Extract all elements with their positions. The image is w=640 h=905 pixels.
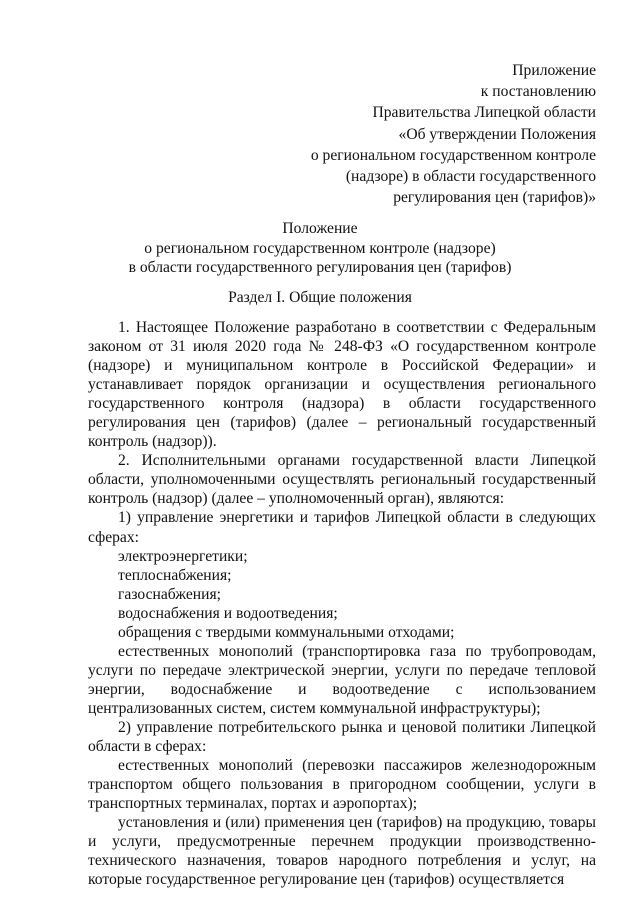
approval-line: Приложение: [512, 62, 596, 79]
approval-line: о региональном государственном контроле: [310, 146, 596, 164]
document-title: [44, 219, 596, 278]
list-item: естественных монополий (перевозки пассажиров железнодорожным транспортом общего пользования в пригородном сообщении, услуги в транспортных терминалах, портах и аэропортах);: [88, 757, 596, 813]
list-item: теплоснабжения;: [118, 566, 232, 584]
list-item: электроэнергетики;: [118, 547, 248, 565]
paragraph: 2. Исполнительными органами государственной власти Липецкой области, уполномоченными осуществлять региональный государственный контроль (надзор) (далее – уполномоченный орган), являются:: [88, 452, 596, 508]
title-line: о региональном государственном контроле (надзоре): [144, 239, 496, 257]
approval-line: «Об утверждении Положения: [398, 125, 596, 143]
approval-line: к постановлению: [480, 83, 596, 101]
list-item: естественных монополий (транспортировка газа по трубопроводам, услуги по передаче электрической энергии, услуги по передаче тепловой энергии, водоснабжение и водоотведение с использованием централизованных систем, систем коммунальной инфраструктуры);: [88, 642, 596, 717]
approval-line: регулирования цен (тарифов)»: [393, 189, 596, 207]
paragraph: 1. Настоящее Положение разработано в соответствии с Федеральным законом от 31 июля 2020 года № 248-ФЗ «О государственном контроле (надзоре) и муниципальном контроле в Российской Федерации» и устанавливает порядок организации и осуществления регионального государственного контроля (надзора) в области государственного регулирования цен (тарифов) (далее – региональный государственный контроль (надзор)).: [88, 319, 596, 451]
list-item: 1) управление энергетики и тарифов Липецкой области в следующих сферах:: [88, 509, 596, 546]
list-item: установления и (или) применения цен (тарифов) на продукцию, товары и услуги, предусмотренные перечнем продукции производственно-технического назначения, товаров народного потребления и услуг, на которые государственное регулирование цен (тарифов) осуществляется: [88, 814, 596, 889]
list-item: 2) управление потребительского рынка и ценовой политики Липецкой области в сферах:: [88, 718, 596, 756]
approval-block: [311, 60, 596, 208]
title-line: Положение: [282, 220, 358, 237]
document-body: [88, 318, 596, 889]
approval-line: Правительства Липецкой области: [372, 104, 596, 122]
list-item: обращения с твердыми коммунальными отходами;: [118, 623, 455, 641]
list-item: газоснабжения;: [118, 585, 221, 603]
approval-line: (надзоре) в области государственного: [345, 168, 596, 186]
list-item: водоснабжения и водоотведения;: [118, 604, 338, 622]
section-heading: Раздел I. Общие положения: [228, 289, 412, 306]
title-line: в области государственного регулирования цен (тарифов): [128, 259, 512, 277]
